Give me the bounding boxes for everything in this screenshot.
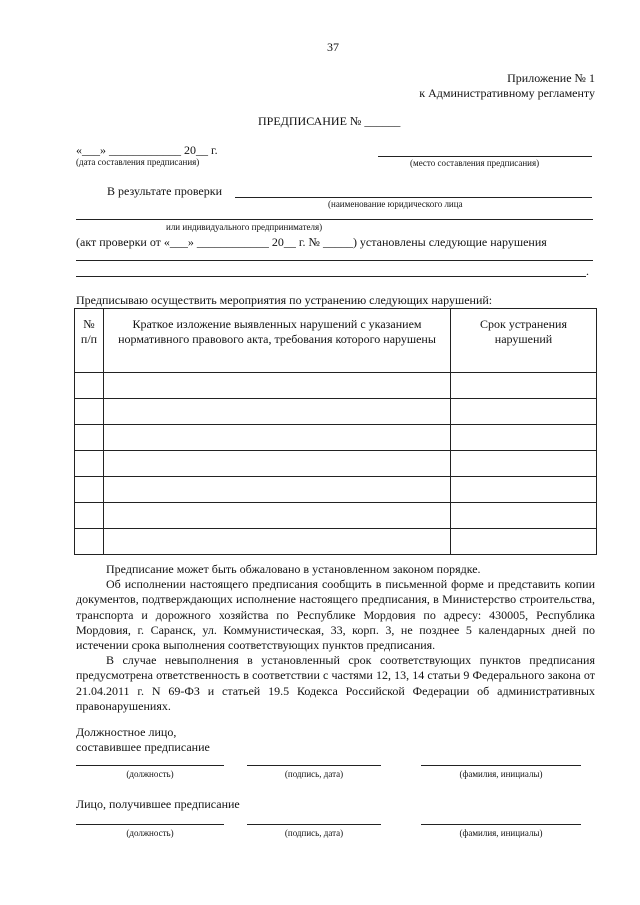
recipient-position-line <box>76 824 224 825</box>
entity-caption: (наименование юридического лица <box>328 199 463 209</box>
entity-underline-2 <box>76 219 593 220</box>
recipient-signature-caption: (подпись, дата) <box>284 828 344 838</box>
column-header-deadline: Срок устранения нарушений <box>451 309 597 373</box>
date-caption: (дата составления предписания) <box>76 157 200 167</box>
table-cell[interactable] <box>451 373 597 399</box>
table-cell[interactable] <box>75 373 104 399</box>
inspection-act-line: (акт проверки от «___» ____________ 20__ г. № _____) установлены следующие нарушения <box>76 235 547 249</box>
table-row <box>75 425 597 451</box>
official-position-line <box>76 765 224 766</box>
recipient-name-line <box>421 824 581 825</box>
violations-period: . <box>586 264 589 278</box>
appendix-label: Приложение № 1 <box>507 71 595 85</box>
table-cell[interactable] <box>75 425 104 451</box>
violations-underline-1 <box>76 260 593 261</box>
table-cell[interactable] <box>451 503 597 529</box>
date-line: «___» ____________ 20__ г. <box>76 143 218 157</box>
body-text <box>76 562 595 714</box>
place-caption: (место составления предписания) <box>410 158 540 168</box>
table-row <box>75 529 597 555</box>
recipient-signature-line <box>247 824 381 825</box>
table-cell[interactable] <box>104 503 451 529</box>
recipient-position-caption: (должность) <box>126 828 174 838</box>
official-name-line <box>421 765 581 766</box>
table-cell[interactable] <box>104 399 451 425</box>
liability-paragraph: В случае невыполнения в установленный срок соответствующих пунктов предписания предусмотрена ответственность в соответствии с частями 12, 13, 14 статьи 9 Федерального закона от 21.04.2011 г. N 69-ФЗ и статьей 19.5 Кодекса Российской Федерации об административных правонарушениях. <box>76 653 595 713</box>
table-cell[interactable] <box>104 451 451 477</box>
column-header-violation: Краткое изложение выявленных нарушений с указанием нормативного правового акта, требования которого нарушены <box>104 309 451 373</box>
table-row <box>75 399 597 425</box>
table-cell[interactable] <box>451 399 597 425</box>
column-header-number: № п/п <box>75 309 104 373</box>
official-signature-line <box>247 765 381 766</box>
page-number: 37 <box>327 40 339 54</box>
inspection-result-label: В результате проверки <box>107 184 223 198</box>
official-label-2: составившее предписание <box>76 740 210 754</box>
table-cell[interactable] <box>104 529 451 555</box>
appeal-paragraph: Предписание может быть обжаловано в установленном законом порядке. <box>106 562 481 576</box>
entity-underline <box>235 197 592 198</box>
report-paragraph: Об исполнении настоящего предписания сообщить в письменной форме и представить копии документов, подтверждающих исполнение настоящего предписания, в Министерство строительства, транспорта и дорожного хозяйства по Республике Мордовия по адресу: 430005, Республика Мордовия, г. Саранск, ул. Коммунистическая, 33, корп. 3, не позднее 5 календарных дней по истечении срока выполнения соответствующих пунктов предписания. <box>76 577 595 653</box>
table-cell[interactable] <box>75 399 104 425</box>
appendix-regulation: к Административному регламенту <box>419 86 595 100</box>
violations-table <box>74 308 597 555</box>
table-row <box>75 503 597 529</box>
table-cell[interactable] <box>75 529 104 555</box>
document-title: ПРЕДПИСАНИЕ № ______ <box>258 114 401 128</box>
recipient-label: Лицо, получившее предписание <box>76 797 240 811</box>
entrepreneur-caption: или индивидуального предпринимателя) <box>166 222 323 232</box>
table-cell[interactable] <box>104 373 451 399</box>
official-signature-caption: (подпись, дата) <box>284 769 344 779</box>
table-cell[interactable] <box>451 425 597 451</box>
table-cell[interactable] <box>75 477 104 503</box>
table-row <box>75 373 597 399</box>
official-name-caption: (фамилия, инициалы) <box>459 769 543 779</box>
table-row <box>75 451 597 477</box>
official-position-caption: (должность) <box>126 769 174 779</box>
prescribe-text: Предписываю осуществить мероприятия по устранению следующих нарушений: <box>76 293 493 307</box>
table-cell[interactable] <box>75 503 104 529</box>
table-cell[interactable] <box>451 529 597 555</box>
violations-underline-2 <box>76 276 586 277</box>
table-cell[interactable] <box>104 477 451 503</box>
table-cell[interactable] <box>451 451 597 477</box>
place-underline <box>378 156 592 157</box>
table-cell[interactable] <box>451 477 597 503</box>
table-cell[interactable] <box>104 425 451 451</box>
recipient-name-caption: (фамилия, инициалы) <box>459 828 543 838</box>
official-label: Должностное лицо, <box>76 725 177 739</box>
table-header-row <box>75 309 597 373</box>
table-row <box>75 477 597 503</box>
table-cell[interactable] <box>75 451 104 477</box>
